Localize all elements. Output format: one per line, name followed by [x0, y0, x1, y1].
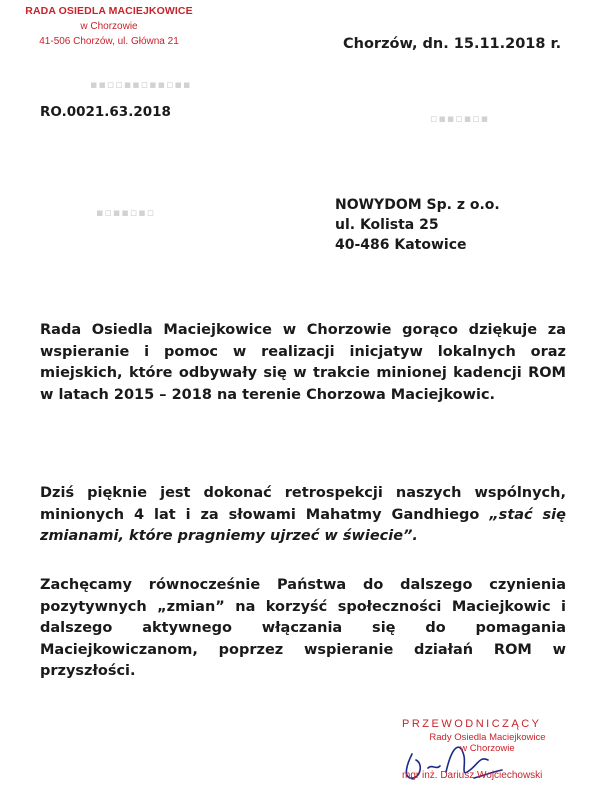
- gandhi-quote: „stać się zmianami, które pragniemy ujrzeć w świecie”.: [40, 506, 566, 544]
- reference-number: RO.0021.63.2018: [40, 104, 171, 120]
- signature-title: PRZEWODNICZĄCY: [402, 718, 542, 730]
- bleed-through-mark: ▪▫▪▪▫▪▫: [96, 206, 156, 219]
- body-paragraph-2: [40, 483, 566, 548]
- bleed-through-mark: ▫▪▪▫▪▫▪: [430, 112, 490, 125]
- signature-organization: [415, 732, 560, 754]
- signatory-name: mgr inż. Dariusz Wojciechowski: [402, 770, 543, 781]
- addressee-city: 40-486 Katowice: [335, 237, 467, 253]
- body-paragraph-1: Rada Osiedla Maciejkowice w Chorzowie gorąco dziękuje za wspieranie i pomoc w realizacji inicjatyw lokalnych oraz miejskich, które odbywały się w trakcie minionej kadencji ROM w latach 2015 – 2018 na terenie Chorzowa Maciejkowic.: [40, 322, 566, 403]
- addressee-block: [335, 195, 500, 255]
- bleed-through-mark: ▪▪▫▫▪▪▫▪▪▫▪▪: [90, 78, 192, 91]
- sender-stamp: [20, 4, 198, 49]
- signature-org-line-1: Rady Osiedla Maciejkowice: [429, 732, 546, 743]
- addressee-company: NOWYDOM Sp. z o.o.: [335, 197, 500, 213]
- stamp-city: w Chorzowie: [80, 21, 138, 32]
- paragraph-2-intro: Dziś pięknie jest dokonać retrospekcji naszych wspólnych, minionych 4 lat i za słowami Mahatmy Gandhiego: [40, 485, 566, 523]
- signature-stamp: [380, 718, 590, 788]
- stamp-organization: RADA OSIEDLA MACIEJKOWICE: [25, 5, 193, 17]
- place-date: Chorzów, dn. 15.11.2018 r.: [343, 36, 562, 52]
- addressee-street: ul. Kolista 25: [335, 217, 439, 233]
- signature-org-line-2: w Chorzowie: [460, 743, 515, 754]
- stamp-address: 41-506 Chorzów, ul. Główna 21: [39, 36, 179, 47]
- body-paragraph-3: Zachęcamy równocześnie Państwa do dalszego czynienia pozytywnych „zmian” na korzyść społeczności Maciejkowic i dalszego aktywnego włączania się do pomagania Maciejkowiczanom, poprzez wspieranie działań ROM w przyszłości.: [40, 577, 566, 679]
